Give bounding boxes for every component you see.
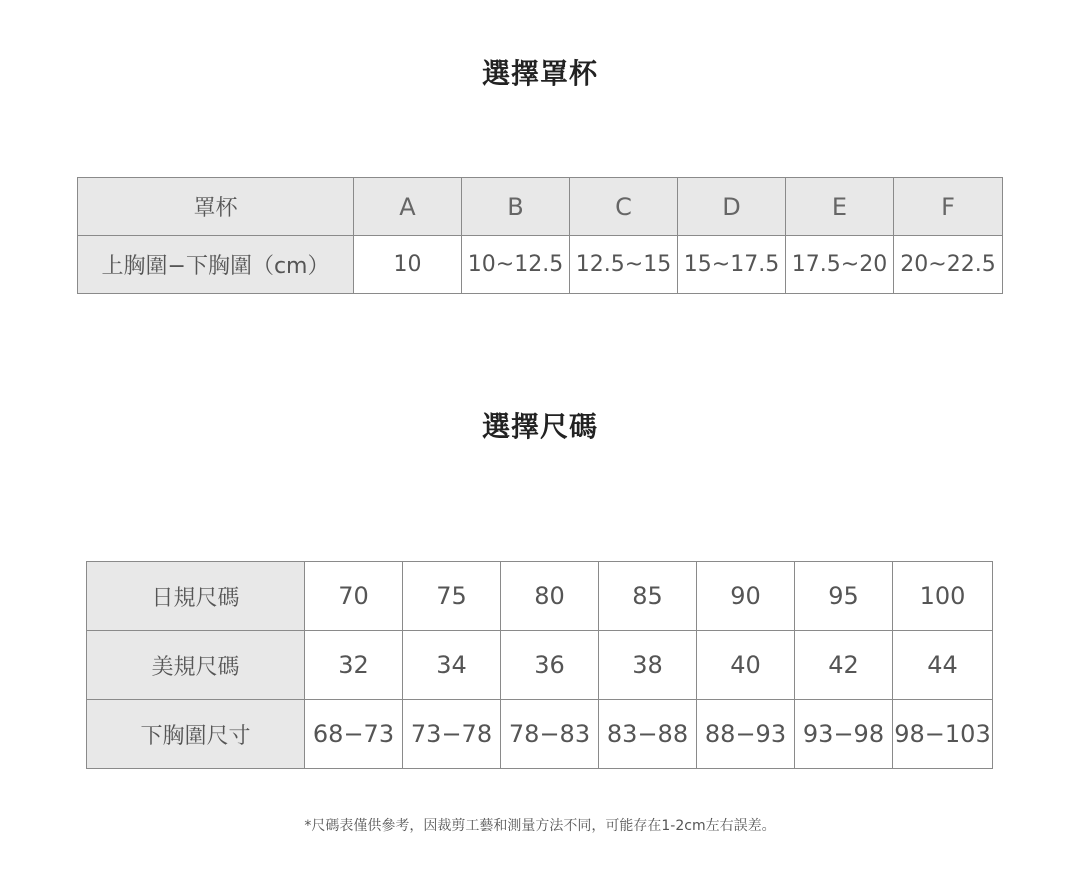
size-row-label: 美規尺碼 <box>87 631 305 700</box>
cup-range-cell: 15~17.5 <box>678 236 786 294</box>
size-value-cell: 40 <box>697 631 795 700</box>
us-size-row <box>87 631 993 700</box>
cup-header-label: 罩杯 <box>78 178 354 236</box>
size-value-cell: 44 <box>893 631 993 700</box>
cup-letter-cell: A <box>354 178 462 236</box>
cup-letter-cell: B <box>462 178 570 236</box>
cup-range-cell: 12.5~15 <box>570 236 678 294</box>
cup-letter-cell: F <box>894 178 1003 236</box>
cup-range-cell: 10 <box>354 236 462 294</box>
size-value-cell: 100 <box>893 562 993 631</box>
cup-range-row <box>78 236 1003 294</box>
band-size-table <box>86 561 993 769</box>
size-section-title: 選擇尺碼 <box>481 410 598 443</box>
size-value-cell: 42 <box>795 631 893 700</box>
cup-header-row <box>78 178 1003 236</box>
size-value-cell: 85 <box>599 562 697 631</box>
size-value-cell: 88−93 <box>697 700 795 769</box>
size-row-label: 下胸圍尺寸 <box>87 700 305 769</box>
cup-letter-cell: C <box>570 178 678 236</box>
cup-range-cell: 20~22.5 <box>894 236 1003 294</box>
size-value-cell: 80 <box>501 562 599 631</box>
size-value-cell: 78−83 <box>501 700 599 769</box>
cup-row-label: 上胸圍−下胸圍（cm） <box>78 236 354 294</box>
size-disclaimer-footnote: *尺碼表僅供參考，因裁剪工藝和測量方法不同，可能存在1-2cm左右誤差。 <box>304 818 776 834</box>
size-value-cell: 75 <box>403 562 501 631</box>
size-row-label: 日規尺碼 <box>87 562 305 631</box>
size-value-cell: 38 <box>599 631 697 700</box>
size-value-cell: 93−98 <box>795 700 893 769</box>
size-value-cell: 32 <box>305 631 403 700</box>
size-value-cell: 70 <box>305 562 403 631</box>
cup-letter-cell: E <box>786 178 894 236</box>
size-value-cell: 83−88 <box>599 700 697 769</box>
underbust-size-row <box>87 700 993 769</box>
jp-size-row <box>87 562 993 631</box>
size-value-cell: 90 <box>697 562 795 631</box>
cup-range-cell: 17.5~20 <box>786 236 894 294</box>
size-value-cell: 98−103 <box>893 700 993 769</box>
cup-section-title: 選擇罩杯 <box>481 57 598 90</box>
size-value-cell: 95 <box>795 562 893 631</box>
size-value-cell: 36 <box>501 631 599 700</box>
size-value-cell: 34 <box>403 631 501 700</box>
cup-range-cell: 10~12.5 <box>462 236 570 294</box>
size-value-cell: 73−78 <box>403 700 501 769</box>
cup-size-table <box>77 177 1003 294</box>
cup-letter-cell: D <box>678 178 786 236</box>
size-value-cell: 68−73 <box>305 700 403 769</box>
